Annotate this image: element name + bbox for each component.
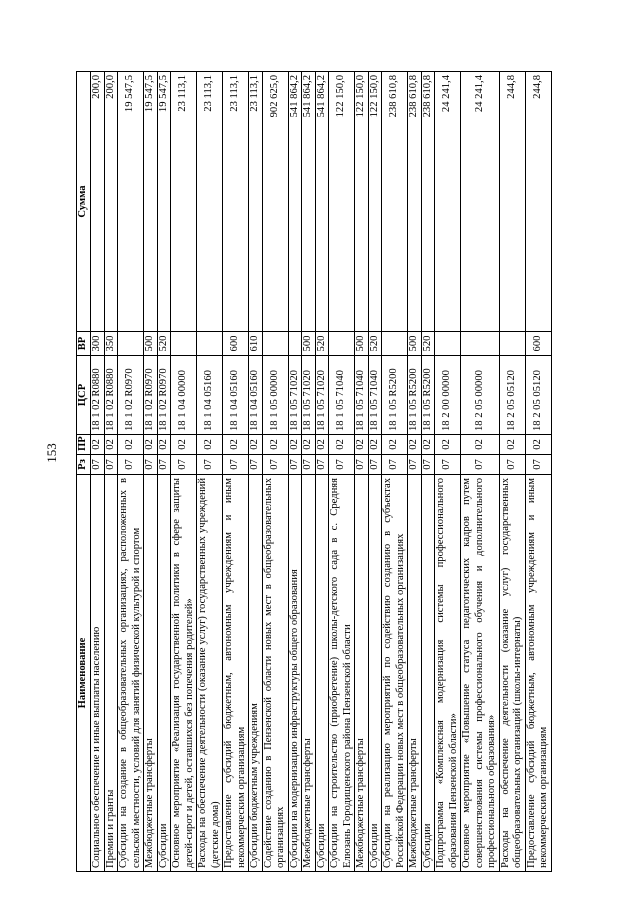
cell-name: Расходы на обеспечение деятельности (оказание услуг) государственных учреждений (детские дома): [197, 475, 223, 872]
cell-name: Межбюджетные трансферты: [408, 475, 422, 872]
header-csr: ЦСР: [77, 356, 91, 435]
cell-sum: 122 150,0: [368, 72, 382, 332]
cell-rz: 07: [223, 455, 249, 475]
cell-rz: 07: [104, 455, 118, 475]
cell-pr: 02: [197, 435, 223, 455]
cell-sum: 238 610,8: [382, 72, 408, 332]
cell-vr: 500: [144, 332, 158, 356]
cell-rz: 07: [329, 455, 355, 475]
cell-pr: 02: [302, 435, 316, 455]
cell-pr: 02: [408, 435, 422, 455]
cell-rz: 07: [368, 455, 382, 475]
cell-sum: 238 610,8: [408, 72, 422, 332]
cell-vr: 500: [302, 332, 316, 356]
cell-csr: 18 1 05 R5200: [408, 356, 422, 435]
cell-rz: 07: [435, 455, 461, 475]
table-row: [461, 72, 500, 872]
cell-pr: 02: [288, 435, 302, 455]
table-row: [408, 72, 422, 872]
cell-csr: 18 1 02 R0880: [104, 356, 118, 435]
cell-sum: 23 113,1: [249, 72, 263, 332]
table-row: [223, 72, 249, 872]
cell-name: Межбюджетные трансферты: [355, 475, 369, 872]
cell-csr: 18 1 05 71020: [315, 356, 329, 435]
cell-pr: 02: [118, 435, 144, 455]
page-number: 153: [44, 443, 59, 463]
cell-vr: [329, 332, 355, 356]
cell-vr: 600: [223, 332, 249, 356]
cell-csr: 18 2 00 00000: [435, 356, 461, 435]
cell-name: Субсидии: [157, 475, 171, 872]
cell-sum: 902 625,0: [262, 72, 288, 332]
cell-rz: 07: [288, 455, 302, 475]
cell-rz: 07: [382, 455, 408, 475]
cell-sum: 24 241,4: [435, 72, 461, 332]
cell-rz: 07: [461, 455, 500, 475]
cell-name: Расходы на обеспечение деятельности (оказание услуг) государственных общеобразовательных организаций (школы-интернаты): [499, 475, 525, 872]
cell-vr: [262, 332, 288, 356]
cell-csr: 18 1 05 71040: [368, 356, 382, 435]
cell-pr: 02: [461, 435, 500, 455]
cell-pr: 02: [157, 435, 171, 455]
cell-rz: 07: [408, 455, 422, 475]
cell-pr: 02: [91, 435, 105, 455]
cell-vr: [197, 332, 223, 356]
cell-name: Премии и гранты: [104, 475, 118, 872]
cell-csr: 18 1 02 R0970: [157, 356, 171, 435]
cell-rz: 07: [525, 455, 551, 475]
cell-rz: 07: [262, 455, 288, 475]
cell-name: Основное мероприятие «Повышение статуса педагогических кадров путем совершенствования системы профессионального обучения и дополнительного профессионального образования»: [461, 475, 500, 872]
cell-name: Социальное обеспечение и иные выплаты населению: [91, 475, 105, 872]
cell-sum: 24 241,4: [461, 72, 500, 332]
cell-pr: 02: [171, 435, 197, 455]
cell-pr: 02: [262, 435, 288, 455]
cell-csr: 18 2 05 05120: [525, 356, 551, 435]
cell-pr: 02: [382, 435, 408, 455]
cell-vr: 300: [91, 332, 105, 356]
cell-rz: 07: [197, 455, 223, 475]
cell-pr: 02: [223, 435, 249, 455]
table-row: [499, 72, 525, 872]
cell-name: Субсидии на создание в общеобразовательных организациях, расположенных в сельской местности, условий для занятий физической культурой и спортом: [118, 475, 144, 872]
cell-sum: 23 113,1: [197, 72, 223, 332]
cell-vr: [461, 332, 500, 356]
cell-sum: 19 547,5: [118, 72, 144, 332]
cell-rz: 07: [355, 455, 369, 475]
cell-sum: 200,0: [104, 72, 118, 332]
cell-pr: 02: [144, 435, 158, 455]
table-row: [197, 72, 223, 872]
cell-sum: 541 864,2: [315, 72, 329, 332]
cell-pr: 02: [435, 435, 461, 455]
cell-rz: 07: [118, 455, 144, 475]
cell-vr: 500: [408, 332, 422, 356]
cell-csr: 18 2 05 05120: [499, 356, 525, 435]
cell-name: Содействие созданию в Пензенской области новых мест в общеобразовательных организациях: [262, 475, 288, 872]
cell-csr: 18 1 04 05160: [197, 356, 223, 435]
cell-sum: 244,8: [525, 72, 551, 332]
cell-name: Предоставление субсидий бюджетным, автономным учреждениям и иным некоммерческим организациям: [223, 475, 249, 872]
cell-name: Субсидии на модернизацию инфраструктуры общего образования: [288, 475, 302, 872]
cell-vr: [171, 332, 197, 356]
cell-sum: 19 547,5: [144, 72, 158, 332]
cell-rz: 07: [499, 455, 525, 475]
table-row: [315, 72, 329, 872]
table-row: [262, 72, 288, 872]
cell-rz: 07: [249, 455, 263, 475]
cell-sum: 200,0: [91, 72, 105, 332]
cell-csr: 18 1 04 05160: [249, 356, 263, 435]
header-rz: Рз: [77, 455, 91, 475]
cell-rz: 07: [171, 455, 197, 475]
cell-vr: 520: [315, 332, 329, 356]
cell-rz: 07: [302, 455, 316, 475]
cell-name: Субсидии: [421, 475, 435, 872]
cell-pr: 02: [355, 435, 369, 455]
cell-csr: 18 1 05 R5200: [382, 356, 408, 435]
cell-rz: 07: [91, 455, 105, 475]
cell-pr: 02: [315, 435, 329, 455]
table-row: [91, 72, 105, 872]
cell-name: Предоставление субсидий бюджетным, автономным учреждениям и иным некоммерческим организациям: [525, 475, 551, 872]
cell-sum: 122 150,0: [355, 72, 369, 332]
cell-vr: 520: [368, 332, 382, 356]
table-row: [355, 72, 369, 872]
cell-csr: 18 1 02 R0880: [91, 356, 105, 435]
cell-sum: 541 864,2: [288, 72, 302, 332]
cell-sum: 541 864,2: [302, 72, 316, 332]
table-row: [368, 72, 382, 872]
cell-csr: 18 2 05 00000: [461, 356, 500, 435]
budget-table: [76, 71, 552, 872]
cell-csr: 18 1 02 R0970: [144, 356, 158, 435]
header-name: Наименование: [77, 475, 91, 872]
cell-name: Субсидии: [315, 475, 329, 872]
table-row: [525, 72, 551, 872]
table-row: [435, 72, 461, 872]
cell-sum: 23 113,1: [171, 72, 197, 332]
cell-rz: 07: [157, 455, 171, 475]
cell-csr: 18 1 02 R0970: [118, 356, 144, 435]
cell-csr: 18 1 04 00000: [171, 356, 197, 435]
table-row: [421, 72, 435, 872]
cell-csr: 18 1 05 71040: [355, 356, 369, 435]
cell-pr: 02: [421, 435, 435, 455]
cell-csr: 18 1 05 71040: [329, 356, 355, 435]
header-sum: Сумма: [77, 72, 91, 332]
cell-name: Межбюджетные трансферты: [302, 475, 316, 872]
cell-pr: 02: [368, 435, 382, 455]
cell-name: Межбюджетные трансферты: [144, 475, 158, 872]
cell-name: Подпрограмма «Комплексная модернизация системы профессионального образования Пензенской области»: [435, 475, 461, 872]
cell-csr: 18 1 05 R5200: [421, 356, 435, 435]
cell-rz: 07: [315, 455, 329, 475]
cell-vr: 520: [421, 332, 435, 356]
cell-csr: 18 1 05 71020: [288, 356, 302, 435]
cell-vr: [499, 332, 525, 356]
header-pr: ПР: [77, 435, 91, 455]
table-row: [302, 72, 316, 872]
cell-name: Субсидии на строительство (приобретение) школы-детского сада в с. Средняя Елюзань Городищенского района Пензенской области: [329, 475, 355, 872]
cell-name: Основное мероприятие «Реализация государственной политики в сфере защиты детей-сирот и детей, оставшихся без попечения родителей»: [171, 475, 197, 872]
table-row: [144, 72, 158, 872]
cell-name: Субсидии на реализацию мероприятий по содействию созданию в субъектах Российской Федерации новых мест в общеобразовательных организациях: [382, 475, 408, 872]
cell-rz: 07: [144, 455, 158, 475]
cell-csr: 18 1 04 05160: [223, 356, 249, 435]
cell-sum: 244,8: [499, 72, 525, 332]
rotated-table-container: [76, 72, 584, 872]
cell-vr: 520: [157, 332, 171, 356]
cell-sum: 23 113,1: [223, 72, 249, 332]
cell-vr: [118, 332, 144, 356]
cell-name: Субсидии бюджетным учреждениям: [249, 475, 263, 872]
cell-csr: 18 1 05 00000: [262, 356, 288, 435]
cell-csr: 18 1 05 71020: [302, 356, 316, 435]
header-vr: ВР: [77, 332, 91, 356]
cell-sum: 19 547,5: [157, 72, 171, 332]
cell-vr: [435, 332, 461, 356]
table-row: [382, 72, 408, 872]
cell-sum: 238 610,8: [421, 72, 435, 332]
table-row: [249, 72, 263, 872]
table-row: [118, 72, 144, 872]
cell-vr: [288, 332, 302, 356]
table-row: [104, 72, 118, 872]
cell-rz: 07: [421, 455, 435, 475]
cell-pr: 02: [499, 435, 525, 455]
cell-vr: 610: [249, 332, 263, 356]
cell-vr: 350: [104, 332, 118, 356]
cell-pr: 02: [104, 435, 118, 455]
table-row: [171, 72, 197, 872]
cell-vr: [382, 332, 408, 356]
cell-pr: 02: [249, 435, 263, 455]
cell-vr: 600: [525, 332, 551, 356]
cell-sum: 122 150,0: [329, 72, 355, 332]
cell-pr: 02: [525, 435, 551, 455]
cell-pr: 02: [329, 435, 355, 455]
table-row: [288, 72, 302, 872]
cell-name: Субсидии: [368, 475, 382, 872]
table-header-row: [77, 72, 91, 872]
cell-vr: 500: [355, 332, 369, 356]
table-row: [157, 72, 171, 872]
table-row: [329, 72, 355, 872]
